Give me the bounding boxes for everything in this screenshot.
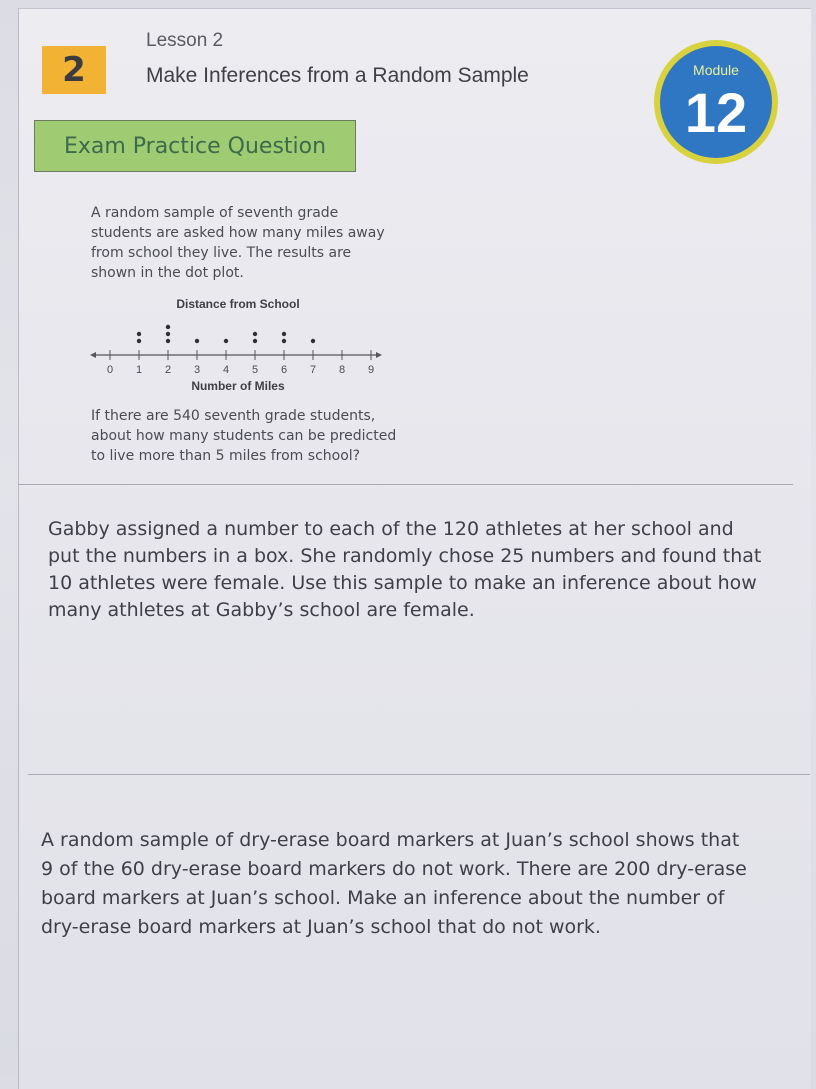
right-arrow-icon	[376, 352, 382, 358]
tick-label: 7	[309, 364, 317, 376]
module-word: Module	[693, 62, 739, 78]
data-dot	[311, 339, 315, 343]
tick-label: 3	[193, 364, 201, 376]
exam-practice-label: Exam Practice Question	[63, 133, 327, 159]
intro-line: A random sample of seventh grade	[91, 205, 339, 221]
data-dot	[253, 339, 257, 343]
data-dot	[224, 339, 228, 343]
problem-line: A random sample of dry-erase board markers at Juan’s school shows that	[41, 829, 740, 851]
data-dot	[253, 332, 257, 336]
data-dot	[195, 339, 199, 343]
plot-title: Distance from School	[176, 297, 300, 311]
intro-line: students are asked how many miles away	[91, 225, 385, 241]
left-arrow-icon	[90, 352, 96, 358]
question-line: to live more than 5 miles from school?	[91, 448, 361, 464]
data-dot	[166, 332, 170, 336]
question-line: If there are 540 seventh grade students,	[91, 408, 376, 424]
tick-label: 8	[338, 364, 346, 376]
problem-line: many athletes at Gabby’s school are female.	[48, 599, 475, 621]
data-dot	[282, 339, 286, 343]
tick-label: 4	[222, 364, 230, 376]
module-badge	[654, 40, 778, 164]
problem-line: 9 of the 60 dry-erase board markers do not work. There are 200 dry-erase	[41, 858, 747, 880]
dot-plot	[86, 292, 396, 400]
problem-gabby	[48, 516, 788, 624]
tick-label: 5	[251, 364, 259, 376]
plot-xlabel: Number of Miles	[191, 379, 285, 393]
tick-label: 2	[164, 364, 172, 376]
data-dot	[137, 332, 141, 336]
tick-label: 6	[280, 364, 288, 376]
lesson-title: Make Inferences from a Random Sample	[146, 64, 529, 87]
module-number: 12	[684, 81, 748, 144]
module-badge-inner	[660, 46, 772, 158]
data-dot	[166, 325, 170, 329]
section-divider	[28, 774, 810, 775]
exam-intro	[91, 203, 421, 283]
tick-label: 9	[367, 364, 375, 376]
intro-line: shown in the dot plot.	[91, 265, 244, 281]
tick-label: 0	[106, 364, 114, 376]
tick-label: 1	[135, 364, 143, 376]
problem-line: put the numbers in a box. She randomly chose 25 numbers and found that	[48, 545, 762, 567]
problem-line: dry-erase board markers at Juan’s school that do not work.	[41, 916, 601, 938]
section-divider	[18, 484, 793, 485]
data-dot	[282, 332, 286, 336]
problem-line: 10 athletes were female. Use this sample to make an inference about how	[48, 572, 757, 594]
lesson-label: Lesson 2	[146, 30, 224, 51]
problem-juan	[41, 826, 801, 942]
problem-line: board markers at Juan’s school. Make an inference about the number of	[41, 887, 725, 909]
exam-practice-banner	[34, 120, 356, 172]
lesson-number-badge: 2	[42, 46, 106, 94]
data-dot	[137, 339, 141, 343]
problem-line: Gabby assigned a number to each of the 120 athletes at her school and	[48, 518, 734, 540]
exam-question	[91, 406, 431, 466]
data-dot	[166, 339, 170, 343]
question-line: about how many students can be predicted	[91, 428, 397, 444]
intro-line: from school they live. The results are	[91, 245, 352, 261]
